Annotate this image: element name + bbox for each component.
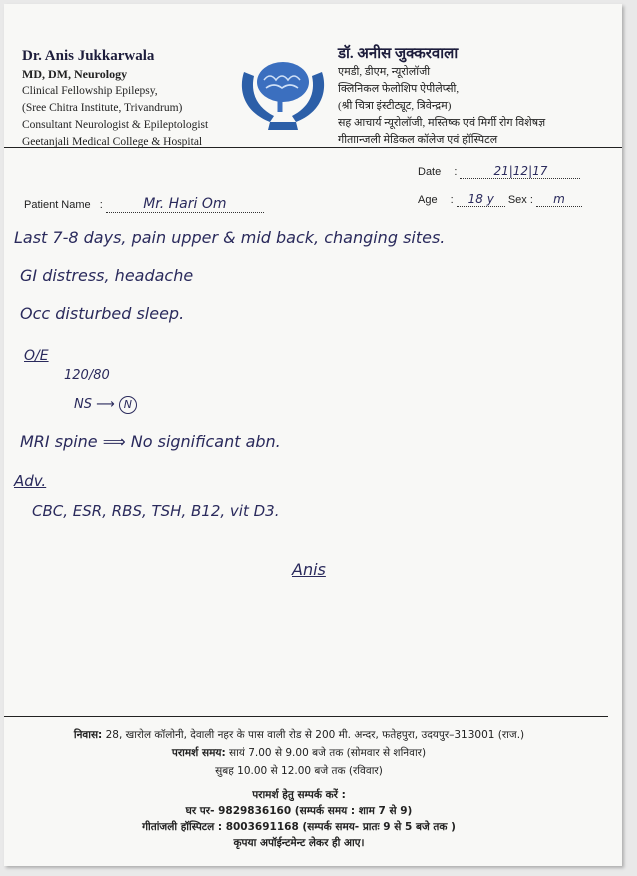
doctor-name-hindi: डॉ. अनीस जुक्करवाला bbox=[338, 46, 459, 62]
footer-appointment: कृपया अपॉईन्टमेन्ट लेकर ही आए। bbox=[233, 837, 365, 849]
ns-normal-circle: N bbox=[119, 396, 137, 414]
date-field: Date : 21|12|17 bbox=[418, 164, 580, 179]
footer-consult: परामर्श समय: सायं 7.00 से 9.00 बजे तक (सोमवार से शनिवार) bbox=[171, 747, 427, 759]
age-sex-field: Age : 18 y Sex : m bbox=[418, 192, 582, 207]
patient-name-value: Mr. Hari Om bbox=[143, 196, 227, 212]
designation: Consultant Neurologist & Epileptologist bbox=[22, 119, 209, 131]
institute: (Sree Chitra Institute, Trivandrum) bbox=[22, 102, 183, 114]
fellowship: Clinical Fellowship Epilepsy, bbox=[22, 85, 158, 97]
footer-hospital-phone: गीतांजली हॉस्पिटल : 8003691168 (सम्पर्क समय- प्रातः 9 से 5 बजे तक ) bbox=[142, 821, 456, 833]
note-complaint: Last 7-8 days, pain upper & mid back, changing sites. bbox=[14, 228, 446, 247]
note-advice: Adv. bbox=[14, 472, 47, 490]
age-value: 18 y bbox=[467, 192, 494, 206]
footer-home-phone: घर पर- 9829836160 (सम्पर्क समय : शाम 7 से 9) bbox=[185, 805, 413, 817]
note-oe: O/E bbox=[24, 348, 49, 364]
header-divider bbox=[4, 147, 622, 148]
note-ns: NS ⟶ N bbox=[74, 396, 137, 414]
doctor-details-english bbox=[22, 46, 208, 151]
footer-consult-sunday: सुबह 10.00 से 12.00 बजे तक (रविवार) bbox=[215, 765, 383, 777]
sex-value: m bbox=[553, 192, 565, 206]
footer-address: निवास: 28, खारोल कॉलोनी, देवाली नहर के पास वाली रोड से 200 मी. अन्दर, फतेहपुरा, उदयपुर–313001 (राज.) bbox=[73, 729, 525, 741]
prescription-page bbox=[4, 4, 622, 866]
footer-divider bbox=[4, 716, 608, 717]
designation-hindi: सह आचार्य न्यूरोलॉजी, मस्तिष्क एवं मिर्गी रोग विशेषज्ञ bbox=[338, 117, 546, 129]
doctor-name: Dr. Anis Jukkarwala bbox=[22, 48, 155, 64]
note-gi-distress: GI distress, headache bbox=[20, 266, 194, 285]
note-tests: CBC, ESR, RBS, TSH, B12, vit D3. bbox=[32, 502, 280, 520]
brain-hands-logo bbox=[234, 50, 332, 132]
doctor-details-hindi bbox=[338, 44, 545, 149]
hospital: Geetanjali Medical College & Hospital bbox=[22, 136, 203, 148]
note-bp: 120/80 bbox=[64, 368, 110, 383]
fellowship-hindi: क्लिनिकल फेलोशिप ऐपीलेप्सी, bbox=[338, 83, 460, 95]
footer-contact-heading: परामर्श हेतु सम्पर्क करें : bbox=[252, 789, 346, 801]
doctor-degrees-hindi: एमडी, डीएम, न्यूरोलॉजी bbox=[338, 66, 431, 78]
patient-name-field: Patient Name : Mr. Hari Om bbox=[24, 196, 264, 213]
date-value: 21|12|17 bbox=[493, 164, 548, 178]
signature: Anis bbox=[292, 560, 326, 579]
hospital-hindi: गीताान्जली मेडिकल कॉलेज एवं हॉस्पिटल bbox=[338, 134, 498, 146]
note-sleep: Occ disturbed sleep. bbox=[20, 304, 185, 323]
doctor-degrees: MD, DM, Neurology bbox=[22, 67, 128, 81]
note-mri: MRI spine ⟹ No significant abn. bbox=[20, 432, 281, 451]
institute-hindi: (श्री चित्रा इंस्टीट्यूट, त्रिवेन्द्रम) bbox=[338, 100, 452, 112]
